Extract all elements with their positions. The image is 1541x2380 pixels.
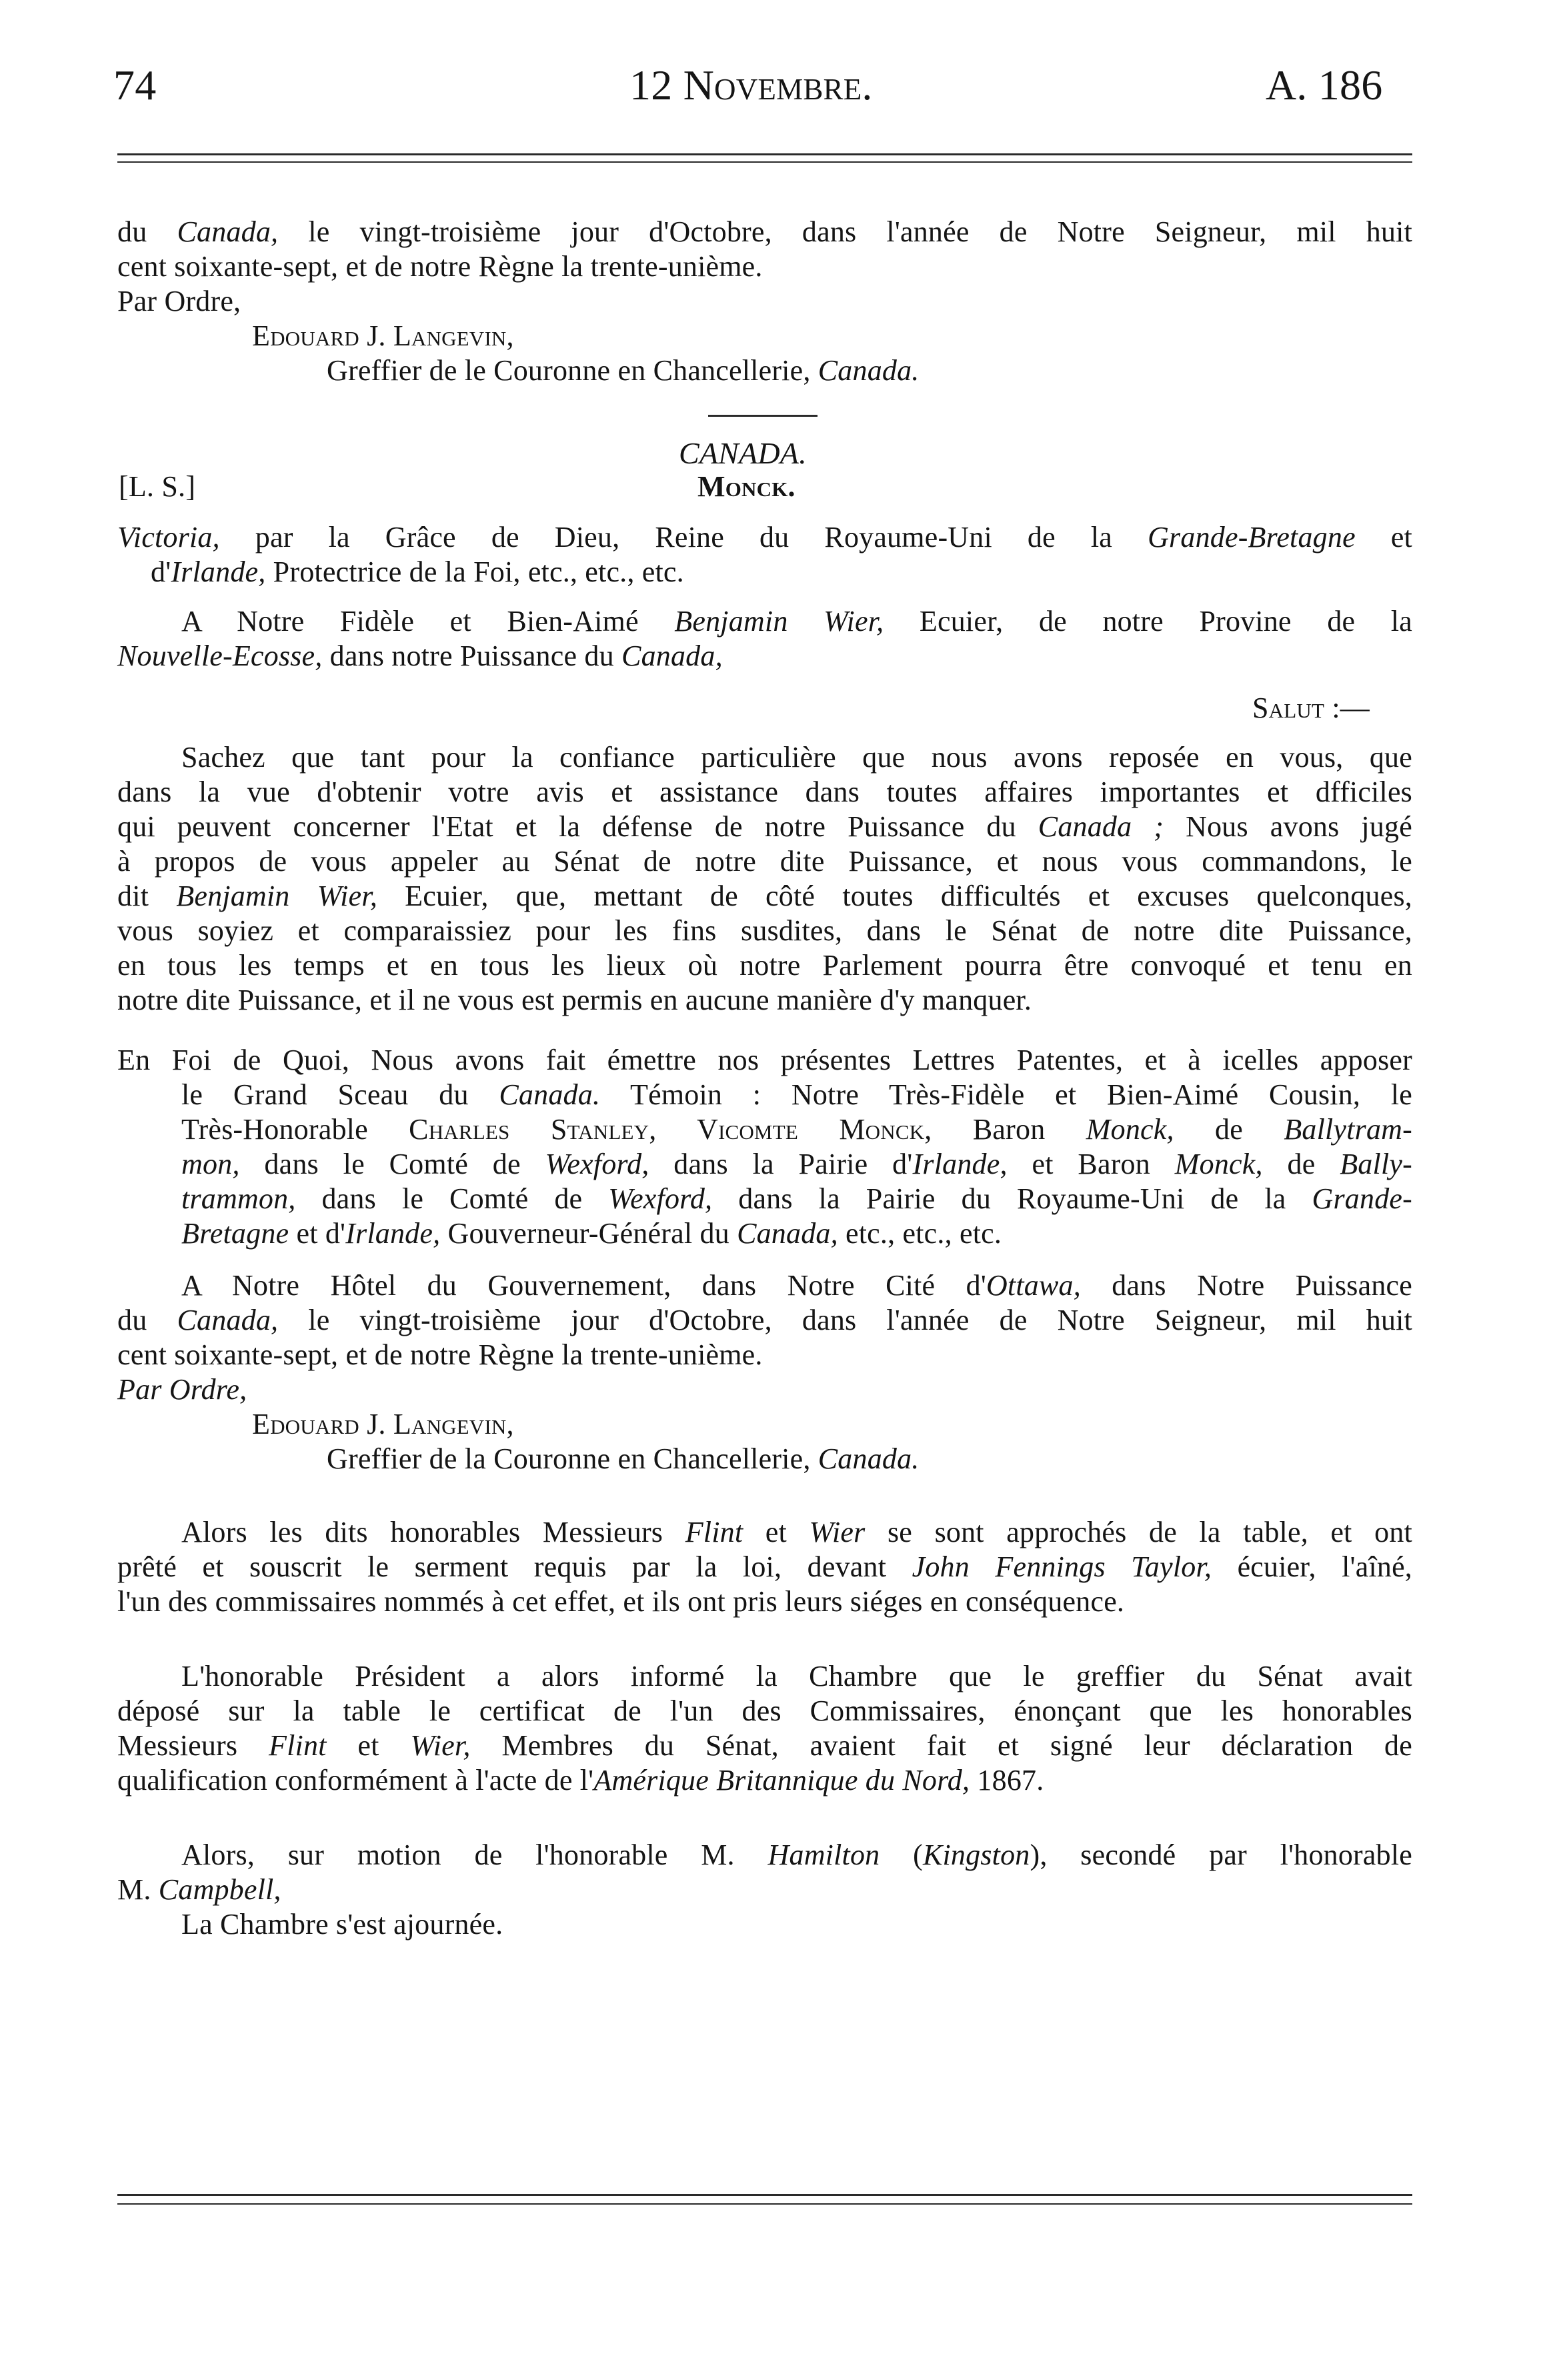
text-line: cent soixante-sept, et de notre Règne la trente-unième. — [117, 1338, 763, 1371]
text-line: l'un des commissaires nommés à cet effet, et ils ont pris leurs siéges en conséquence. — [117, 1585, 1125, 1618]
signer-name: Edouard J. Langevin, — [252, 319, 514, 352]
text-line: dit Benjamin Wier, Ecuier, que, mettant de côté toutes difficultés et excuses quelconques, — [117, 880, 1413, 912]
text-line: mon, dans le Comté de Wexford, dans la Pairie d'Irlande, et Baron Monck, de Bally- — [181, 1148, 1412, 1180]
proclamation-heading: CANADA. — [679, 436, 807, 470]
page-number: 74 — [113, 61, 157, 109]
text-line: à propos de vous appeler au Sénat de notre dite Puissance, et nous vous commandons, le — [117, 845, 1412, 878]
text-line: prêté et souscrit le serment requis par la loi, devant John Fennings Taylor, écuier, l'aîné, — [117, 1550, 1412, 1583]
text-line: du Canada, le vingt-troisième jour d'Octobre, dans l'année de Notre Seigneur, mil huit — [117, 215, 1412, 248]
text-line: qualification conformément à l'acte de l'Amérique Britannique du Nord, 1867. — [117, 1764, 1044, 1797]
seal-mark: [L. S.] — [119, 470, 196, 503]
text-line: Bretagne et d'Irlande, Gouverneur-Général du Canada, etc., etc., etc. — [181, 1217, 1002, 1250]
running-head-year: A. 186 — [1266, 61, 1383, 109]
text-line: L'honorable Président a alors informé la Chambre que le greffier du Sénat avait — [181, 1660, 1412, 1692]
signature-monck: Monck. — [697, 470, 796, 503]
text-line: déposé sur la table le certificat de l'un des Commissaires, énonçant que les honorables — [117, 1694, 1412, 1727]
text-line: En Foi de Quoi, Nous avons fait émettre nos présentes Lettres Patentes, et à icelles apposer — [117, 1044, 1412, 1076]
signer-title: Greffier de le Couronne en Chancellerie, Canada. — [327, 354, 920, 387]
text-line: trammon, dans le Comté de Wexford, dans la Pairie du Royaume-Uni de la Grande- — [181, 1182, 1412, 1215]
text-line: d'Irlande, Protectrice de la Foi, etc., etc., etc. — [151, 555, 684, 588]
header-rule-bottom — [117, 161, 1412, 163]
text-line: La Chambre s'est ajournée. — [181, 1908, 503, 1941]
text-line: le Grand Sceau du Canada. Témoin : Notre Très-Fidèle et Bien-Aimé Cousin, le — [181, 1078, 1412, 1111]
text-line: Sachez que tant pour la confiance particulière que nous avons reposée en vous, que — [181, 741, 1412, 774]
text-line: dans la vue d'obtenir votre avis et assistance dans toutes affaires importantes et dfficiles — [117, 776, 1412, 808]
text-line: Alors les dits honorables Messieurs Flint et Wier se sont approchés de la table, et ont — [181, 1516, 1412, 1548]
par-ordre: Par Ordre, — [117, 1373, 247, 1406]
running-head-date: 12 Novembre. — [629, 61, 873, 109]
text-line: A Notre Fidèle et Bien-Aimé Benjamin Wier, Ecuier, de notre Provine de la — [181, 605, 1412, 638]
salut: Salut :— — [1252, 692, 1370, 724]
text-line: Messieurs Flint et Wier, Membres du Sénat, avaient fait et signé leur déclaration de — [117, 1729, 1412, 1762]
text-line: A Notre Hôtel du Gouvernement, dans Notre Cité d'Ottawa, dans Notre Puissance — [181, 1269, 1412, 1302]
footer-rule-bottom — [117, 2203, 1412, 2205]
signer-title: Greffier de la Couronne en Chancellerie, Canada. — [327, 1442, 920, 1475]
text-line: Victoria, par la Grâce de Dieu, Reine du Royaume-Uni de la Grande-Bretagne et — [117, 521, 1412, 553]
text-line: Très-Honorable Charles Stanley, Vicomte Monck, Baron Monck, de Ballytram- — [181, 1113, 1412, 1146]
text-line: M. Campbell, — [117, 1873, 281, 1906]
text-line: en tous les temps et en tous les lieux où notre Parlement pourra être convoqué et tenu en — [117, 949, 1412, 982]
text-line: notre dite Puissance, et il ne vous est permis en aucune manière d'y manquer. — [117, 984, 1032, 1016]
text-line: du Canada, le vingt-troisième jour d'Octobre, dans l'année de Notre Seigneur, mil huit — [117, 1304, 1412, 1336]
section-divider — [708, 415, 818, 417]
header-rule-top — [117, 153, 1412, 155]
text-line: Alors, sur motion de l'honorable M. Hamilton (Kingston), secondé par l'honorable — [181, 1839, 1412, 1871]
text-line: qui peuvent concerner l'Etat et la défense de notre Puissance du Canada ; Nous avons jugé — [117, 810, 1412, 843]
text-line: cent soixante-sept, et de notre Règne la trente-unième. — [117, 250, 763, 283]
par-ordre: Par Ordre, — [117, 285, 241, 317]
text-line: vous soyiez et comparaissiez pour les fins susdites, dans le Sénat de notre dite Puissance, — [117, 914, 1412, 947]
signer-name: Edouard J. Langevin, — [252, 1408, 514, 1440]
footer-rule-top — [117, 2194, 1412, 2196]
text-line: Nouvelle-Ecosse, dans notre Puissance du Canada, — [117, 640, 723, 672]
